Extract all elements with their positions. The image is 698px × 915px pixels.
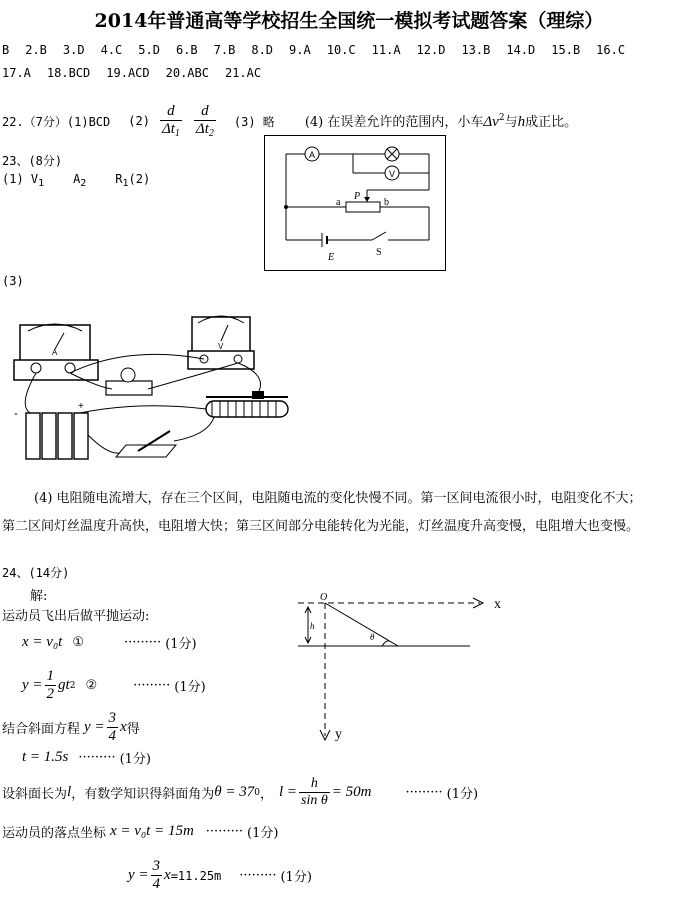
q23-text: (2) [128,172,151,186]
battery-minus: - [14,406,18,420]
slider-label-p: P [354,191,361,202]
mc-answer: 7.B [213,43,236,57]
delta-v: Δv [483,114,499,130]
subscript: 2 [80,178,87,189]
projectile-figure [290,588,510,748]
mc-answer: B [2,43,10,57]
q24-solution-label: 解: [30,589,48,604]
rheostat-icon [346,202,380,212]
fraction-d-over-dt2 [194,103,216,139]
mc-answer: 8.D [251,43,274,57]
q24-text: 得 [126,722,140,737]
mc-answer: 19.ACD [106,66,150,80]
eq1: x = v₀t [22,634,63,650]
q24-eq1-row [22,633,197,652]
frac-numerator: d [194,103,216,121]
ammeter-label: A [308,150,316,160]
y-axis-label: y [335,727,342,742]
length-eq-lhs: l = [278,784,297,800]
delta-t: Δt [161,121,175,137]
frac-numerator: h [299,776,330,793]
eq2-rhs: gt [58,677,70,693]
eq1-number: ① [72,635,84,650]
fraction-d-over-dt1 [160,103,182,139]
q24-line5 [2,776,478,809]
q24-line7 [128,858,312,893]
q23-text: A [73,172,81,186]
frac-denominator: 2 [46,686,55,702]
battery-plus: + [78,401,84,412]
battery-label-e: E [328,252,335,263]
q22-part2-label: (2) [128,114,150,128]
junction-dot [284,205,288,209]
origin-label: O [320,592,328,603]
frac-numerator: 3 [152,858,161,874]
slope-line [325,603,398,646]
q24-text: ， [259,787,273,802]
score: (1分) [280,870,312,885]
frac-numerator: d [160,103,182,121]
q22-part4-text: (4) 在误差允许的范围内，小车 [304,115,484,130]
frac-numerator: 1 [46,668,55,684]
mc-answer: 6.B [175,43,198,57]
frac-denominator: sin θ [301,793,328,808]
q22-part4-text: 成正比。 [525,115,578,130]
score: (1分) [446,787,479,802]
eq2-lhs: y = [22,677,43,693]
mc-answer: 17.A [2,66,31,80]
leader-dots: ········· [78,750,116,765]
q23-header: 23、(8分) [2,154,63,168]
landing-x: x = v₀t = 15m [110,823,194,839]
q24-line6 [2,822,278,841]
mc-answer: 9.A [289,43,311,57]
mc-answer: 14.D [506,43,536,57]
rheostat-end-a: a [336,197,341,208]
q24-text: 运动员的落点坐标 [2,826,107,841]
eq2-number: ② [85,678,98,693]
bulb-icon [106,368,152,395]
switch-label-s: S [376,247,382,258]
mc-answer: 18.BCD [46,66,91,80]
height-label: h [310,621,315,631]
apparatus-drawing [8,305,308,473]
q22-part4 [305,111,577,131]
rheostat-coil-icon [206,391,288,417]
score: (1分) [174,680,206,695]
q24-header: 24、(14分) [2,566,70,580]
q23-part4-line2: 第二区间灯丝温度升高快，电阻增大快；第三区间部分电能转化为光能，灯丝温度升高变慢，电阻增大也变慢。 [2,519,640,534]
mc-answer: 4.C [100,43,123,57]
mc-answer: 3.D [62,43,85,57]
mc-answer: 5.D [138,43,160,57]
mc-answer: 13.B [461,43,491,57]
q24-text: 结合斜面方程 [2,722,81,737]
q23-part3-label: (3) [2,274,24,288]
mc-answers-row-2 [2,66,277,80]
circuit-diagram [264,135,446,271]
wire [80,406,206,413]
mc-answer: 11.A [371,43,401,57]
q23-part4-line1: (4) 电阻随电流增大，存在三个区间，电阻随电流的变化快慢不同。第一区间电流很小时，电阻变化不大； [34,491,642,506]
leader-dots: ········· [239,868,277,883]
frac-denominator [160,121,182,139]
slope-eq-lhs: y = [84,719,105,735]
leader-dots: ········· [405,785,443,800]
mc-answers-row-1 [2,43,698,57]
mc-answer: 2.B [25,43,47,57]
angle-label: θ [370,632,375,642]
delta-t: Δt [195,121,209,137]
var-x: x [120,719,127,735]
angle-eq: θ = 37 [214,784,255,800]
superscript: 2 [498,113,505,123]
mc-answer: 12.D [416,43,446,57]
wire [174,417,214,441]
rheostat-end-b: b [384,197,389,208]
ammeter-mark: A [52,348,58,357]
degree-mark: 0 [254,787,260,798]
battery-pack-icon [14,401,88,459]
score: (1分) [247,826,279,841]
q23-text: (1) V [2,172,39,186]
mc-answer: 15.B [551,43,581,57]
subscript: 1 [38,178,45,189]
q22-part3: (3) 略 [233,114,275,129]
leader-dots: ········· [205,824,243,839]
t-result: t = 1.5s [22,749,69,765]
q24-text: ，有数学知识得斜面角为 [71,787,215,802]
mc-answer: 16.C [596,43,626,57]
switch-lever [372,232,386,240]
voltmeter-mark: V [218,342,224,351]
length-result: = 50m [331,784,372,800]
landing-y-lhs: y = [128,867,149,883]
subscript: 2 [208,128,214,139]
var-l: l [67,784,72,800]
knife-switch-icon [116,431,176,457]
score: (1分) [119,752,152,767]
voltmeter-label: V [388,169,396,179]
fraction-three-quarters [107,710,119,745]
x-axis-label: x [494,597,501,612]
leader-dots: ········· [123,635,162,650]
mc-answer-list [2,66,277,80]
q23-text: R [115,172,123,186]
mc-answer: 21.AC [224,66,262,80]
score: (1分) [165,637,197,652]
q24-line3 [2,710,140,745]
leader-dots: ········· [133,678,171,693]
q23-part1 [2,172,150,189]
frac-numerator: 3 [108,710,117,726]
var-h: h [517,114,526,130]
q24-text: 设斜面长为 [2,787,68,802]
fraction-one-half [45,668,57,703]
q24-line1: 运动员飞出后做平抛运动: [2,609,150,624]
frac-denominator: 4 [108,728,117,744]
landing-y-result: =11.25m [170,868,222,883]
q24-t-row [22,748,151,767]
voltmeter-meter-icon [188,316,254,369]
wire [88,435,120,453]
var-x: x [164,867,171,883]
frac-denominator: 4 [152,876,161,892]
fraction-three-quarters [151,858,163,893]
superscript: 2 [69,680,76,691]
mc-answer-list [2,43,641,57]
q22-part1: 22.（7分）(1)BCD [2,114,111,129]
frac-denominator [194,121,216,139]
ammeter-meter-icon [14,324,98,380]
slider-arrow-icon [364,197,370,202]
angle-arc [382,641,389,646]
q22-part4-text: 与 [504,115,518,130]
mc-answer: 20.ABC [165,66,209,80]
mc-answer: 10.C [326,43,356,57]
q22-line [2,103,577,139]
subscript: 1 [174,128,180,139]
subscript: 1 [122,178,129,189]
q24-eq2-row [22,668,206,703]
page-title: 2014年普通高等学校招生全国统一模拟考试题答案（理综） [94,10,604,32]
fraction-h-over-sin [299,776,330,809]
